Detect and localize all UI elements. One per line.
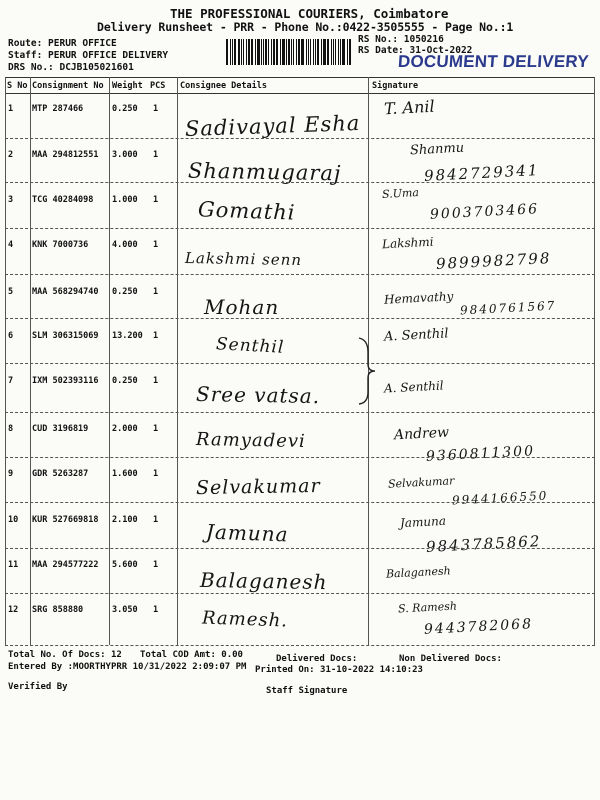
row-separator [5, 412, 595, 413]
barcode-bar [301, 39, 304, 65]
row-consignee-handwritten: Lakshmi senn [184, 248, 303, 270]
row-signature: Andrew [393, 424, 450, 444]
barcode-bar [310, 39, 312, 65]
row-weight: 5.600 [112, 560, 138, 570]
row-sno: 3 [8, 195, 14, 205]
barcode-bar [288, 39, 290, 65]
row-consignee-handwritten: Senthil [215, 334, 285, 358]
total-docs: Total No. Of Docs: 12 [8, 650, 122, 660]
row-separator [5, 318, 595, 319]
col-divider [177, 77, 178, 645]
staff-signature-label: Staff Signature [266, 686, 348, 696]
barcode-bar [331, 39, 332, 65]
row-sno: 6 [8, 331, 14, 341]
row-consignee-handwritten: Sree vatsa. [195, 381, 321, 409]
barcode-bar [286, 39, 287, 65]
total-cod: Total COD Amt: 0.00 [140, 650, 243, 660]
row-separator [5, 645, 595, 646]
row-pcs: 1 [153, 424, 159, 434]
col-header-pcs: PCS [150, 81, 166, 91]
row-handwritten-phone: 9899982798 [435, 248, 552, 274]
row-signature: A. Senthil [383, 326, 449, 345]
row-signature: Jamuna [399, 513, 447, 531]
row-sno: 11 [8, 560, 19, 570]
barcode-bar [313, 39, 314, 65]
barcode-bar [268, 39, 269, 65]
barcode [226, 39, 352, 65]
row-signature: Selvakumar [387, 474, 455, 491]
barcode-bar [340, 39, 341, 65]
row-handwritten-phone: 9443782068 [423, 616, 534, 638]
barcode-bar [263, 39, 264, 65]
row-handwritten-phone: 9003703466 [429, 201, 540, 223]
row-pcs: 1 [153, 287, 159, 297]
row-weight: 3.050 [112, 605, 138, 615]
row-consignee-handwritten: Shanmugaraj [187, 158, 342, 186]
row-consignee-handwritten: Ramyadevi [195, 429, 306, 452]
row-separator [5, 363, 595, 364]
col-header-weight: Weight [112, 81, 143, 91]
row-pcs: 1 [153, 515, 159, 525]
entered-by: Entered By :MOORTHYPRR 10/31/2022 2:09:07 PM [8, 662, 247, 672]
barcode-bar [333, 39, 334, 65]
row-handwritten-phone: 9843785862 [425, 531, 542, 557]
row-signature: Hemavathy [383, 289, 454, 307]
row-separator [5, 182, 595, 183]
staff-label: Staff: PERUR OFFICE DELIVERY [8, 50, 169, 61]
verified-by: Verified By [8, 682, 68, 692]
barcode-bar [327, 39, 329, 65]
drs-label: DRS No.: DCJB105021601 [8, 62, 134, 73]
barcode-bar [265, 39, 267, 65]
col-header-sno: S No [7, 81, 28, 91]
barcode-bar [241, 39, 242, 65]
barcode-bar [251, 39, 253, 65]
barcode-bar [232, 39, 233, 65]
table-left-border [5, 77, 6, 645]
company-title: THE PROFESSIONAL COURIERS, Coimbatore [170, 6, 449, 21]
row-weight: 2.000 [112, 424, 138, 434]
barcode-bar [338, 39, 339, 65]
row-separator [5, 138, 595, 139]
non-delivered-docs: Non Delivered Docs: [399, 654, 502, 664]
barcode-bar [306, 39, 307, 65]
row-separator [5, 274, 595, 275]
barcode-bar [293, 39, 294, 65]
barcode-bar [243, 39, 244, 65]
barcode-bar [226, 39, 228, 65]
row-consignee-handwritten: Ramesh. [201, 607, 289, 632]
barcode-bar [257, 39, 260, 65]
row-handwritten-phone: 9360811300 [425, 443, 536, 465]
barcode-bar [291, 39, 292, 65]
row-consignee-handwritten: Sadivayal Esha [184, 110, 361, 142]
barcode-bar [246, 39, 247, 65]
bracket-mark [356, 336, 378, 406]
barcode-bar [273, 39, 275, 65]
row-signature: Shanmu [409, 140, 465, 159]
col-header-consignment: Consignment No [32, 81, 104, 91]
barcode-bar [308, 39, 309, 65]
row-weight: 13.200 [112, 331, 143, 341]
barcode-bar [280, 39, 281, 65]
row-separator [5, 593, 595, 594]
row-weight: 2.100 [112, 515, 138, 525]
barcode-bar [349, 39, 351, 65]
barcode-bar [271, 39, 272, 65]
barcode-bar [276, 39, 278, 65]
barcode-bar [261, 39, 262, 65]
barcode-bar [317, 39, 319, 65]
row-weight: 1.600 [112, 469, 138, 479]
row-pcs: 1 [153, 605, 159, 615]
barcode-bar [347, 39, 348, 65]
row-separator [5, 228, 595, 229]
row-signature: S.Uma [381, 186, 420, 201]
row-consignment-no: MAA 294812551 [32, 150, 99, 160]
row-consignment-no: MTP 287466 [32, 104, 84, 114]
row-weight: 4.000 [112, 240, 138, 250]
barcode-bar [238, 39, 241, 65]
row-consignment-no: GDR 5263287 [32, 469, 89, 479]
barcode-bar [230, 39, 231, 65]
row-pcs: 1 [153, 150, 159, 160]
row-handwritten-phone: 9842729341 [423, 160, 540, 186]
row-weight: 3.000 [112, 150, 138, 160]
row-sno: 12 [8, 605, 19, 615]
row-signature: T. Anil [383, 96, 436, 119]
col-header-signature: Signature [372, 81, 419, 91]
barcode-bar [248, 39, 250, 65]
route-label: Route: PERUR OFFICE [8, 38, 117, 49]
row-consignment-no: SRG 858880 [32, 605, 84, 615]
row-sno: 5 [8, 287, 14, 297]
row-sno: 10 [8, 515, 19, 525]
row-consignee-handwritten: Jamuna [205, 519, 289, 547]
row-sno: 7 [8, 376, 14, 386]
row-consignee-handwritten: Gomathi [197, 197, 296, 225]
row-pcs: 1 [153, 560, 159, 570]
barcode-bar [282, 39, 285, 65]
row-sno: 9 [8, 469, 14, 479]
row-handwritten-phone: 9840761567 [459, 298, 557, 318]
row-pcs: 1 [153, 195, 159, 205]
row-consignment-no: CUD 3196819 [32, 424, 89, 434]
row-consignment-no: TCG 40284098 [32, 195, 94, 205]
row-handwritten-phone: 9944166550 [451, 488, 549, 508]
barcode-bar [255, 39, 256, 65]
row-consignment-no: MAA 568294740 [32, 287, 99, 297]
row-separator [5, 457, 595, 458]
barcode-bar [234, 39, 236, 65]
col-divider [109, 77, 110, 645]
row-weight: 0.250 [112, 376, 138, 386]
col-header-consignee: Consignee Details [180, 81, 267, 91]
row-consignment-no: KNK 7000736 [32, 240, 89, 250]
row-consignee-handwritten: Selvakumar [195, 474, 321, 500]
runsheet-title: Delivery Runsheet - PRR - Phone No.:0422-3505555 - Page No.:1 [97, 20, 514, 34]
rs-date: RS Date: 31-Oct-2022 [358, 45, 473, 56]
row-sno: 2 [8, 150, 14, 160]
row-separator [5, 548, 595, 549]
barcode-bar [321, 39, 322, 65]
row-signature: A. Senthil [383, 378, 444, 396]
col-divider [30, 77, 31, 645]
row-pcs: 1 [153, 469, 159, 479]
row-consignee-handwritten: Mohan [204, 295, 280, 319]
row-signature: S. Ramesh [397, 599, 458, 616]
row-weight: 0.250 [112, 104, 138, 114]
row-consignment-no: IXM 502393116 [32, 376, 99, 386]
row-consignment-no: SLM 306315069 [32, 331, 99, 341]
table-top-border [5, 77, 595, 78]
row-sno: 1 [8, 104, 14, 114]
row-pcs: 1 [153, 104, 159, 114]
row-sno: 8 [8, 424, 14, 434]
row-consignment-no: KUR 527669818 [32, 515, 99, 525]
row-consignment-no: MAA 294577222 [32, 560, 99, 570]
barcode-bar [296, 39, 297, 65]
barcode-bar [298, 39, 300, 65]
row-weight: 0.250 [112, 287, 138, 297]
row-sno: 4 [8, 240, 14, 250]
printed-on: Printed On: 31-10-2022 14:10:23 [255, 665, 423, 675]
row-consignee-handwritten: Balaganesh [199, 567, 328, 595]
row-signature: Lakshmi [381, 234, 434, 252]
rs-number: RS No.: 1050216 [358, 34, 444, 45]
row-pcs: 1 [153, 376, 159, 386]
delivered-docs: Delivered Docs: [276, 654, 358, 664]
header-bottom-border [5, 93, 595, 94]
barcode-bar [323, 39, 326, 65]
row-pcs: 1 [153, 240, 159, 250]
document-delivery-stamp: DOCUMENT DELIVERY [397, 52, 590, 71]
barcode-bar [335, 39, 337, 65]
table-right-border [594, 77, 595, 645]
barcode-bar [315, 39, 316, 65]
barcode-bar [342, 39, 345, 65]
row-signature: Balaganesh [385, 564, 451, 581]
row-weight: 1.000 [112, 195, 138, 205]
row-pcs: 1 [153, 331, 159, 341]
row-separator [5, 502, 595, 503]
